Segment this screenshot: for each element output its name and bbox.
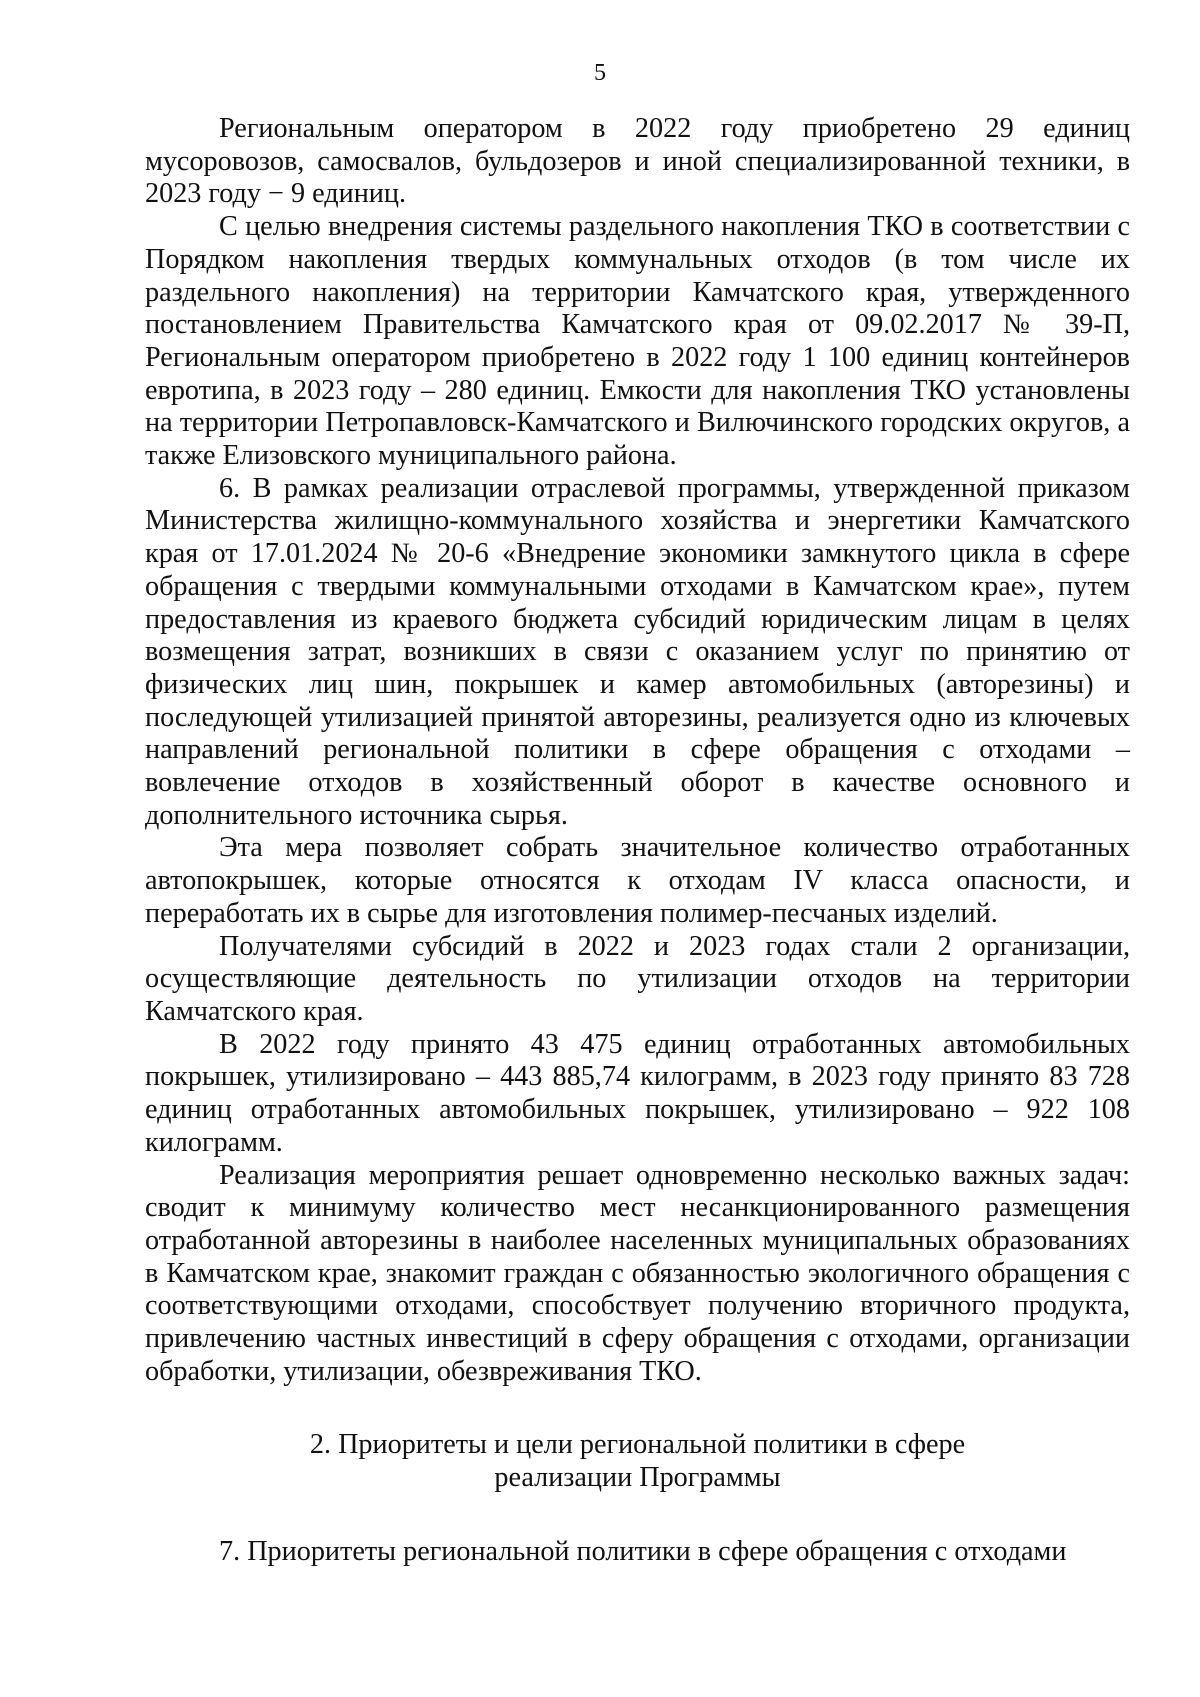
paragraph-sectoral-program: 6. В рамках реализации отраслевой программы, утвержденной приказом Министерства жилищно-коммунального хозяйства и энергетики Камчатского края от 17.01.2024 № 20-6 «Внедрение экономики замкнутого цикла в сфере обращения с твердыми коммунальными отходами в Камчатском крае», путем предоставления из краевого бюджета субсидий юридическим лицам в целях возмещения затрат, возникших в связи с оказанием услуг по принятию от физических лиц шин, покрышек и камер автомобильных (авторезины) и последующей утилизацией принятой авторезины, реализуется одно из ключевых направлений региональной политики в сфере обращения с отходами – вовлечение отходов в хозяйственный оборот в качестве основного и дополнительного источника сырья. — [145, 472, 1130, 831]
paragraph-tire-collection-measure: Эта мера позволяет собрать значительное количество отработанных автопокрышек, которые относятся к отходам IV класса опасности, и переработать их в сырье для изготовления полимер-песчаных изделий. — [145, 832, 1130, 929]
section-heading-line-2: реализации Программы — [494, 1462, 781, 1494]
paragraph-priorities: 7. Приоритеты региональной политики в сфере обращения с отходами — [219, 1535, 1067, 1567]
paragraph-tire-statistics: В 2022 году принято 43 475 единиц отработанных автомобильных покрышек, утилизировано – 443 885,74 килограмм, в 2023 году принято 83 728 единиц отработанных автомобильных покрышек, утилизировано – 922 108 килограмм. — [145, 1028, 1130, 1158]
paragraph-subsidy-recipients: Получателями субсидий в 2022 и 2023 годах стали 2 организации, осуществляющие деятельность по утилизации отходов на территории Камчатского края. — [145, 930, 1130, 1027]
paragraph-equipment-purchase: Региональным оператором в 2022 году приобретено 29 единиц мусоровозов, самосвалов, бульдозеров и иной специализированной техники, в 2023 году − 9 единиц. — [145, 113, 1130, 210]
section-heading-line-1: 2. Приоритеты и цели региональной политики в сфере — [309, 1429, 966, 1461]
paragraph-measure-benefits: Реализация мероприятия решает одновременно несколько важных задач: сводит к минимуму количество мест несанкционированного размещения отработанной авторезины в наиболее населенных муниципальных образованиях в Камчатском крае, знакомит граждан с обязанностью экологичного обращения с соответствующими отходами, способствует получению вторичного продукта, привлечению частных инвестиций в сферу обращения с отходами, организации обработки, утилизации, обезвреживания ТКО. — [145, 1159, 1130, 1387]
paragraph-separate-collection: С целью внедрения системы раздельного накопления ТКО в соответствии с Порядком накопления твердых коммунальных отходов (в том числе их раздельного накопления) на территории Камчатского края, утвержденного постановлением Правительства Камчатского края от 09.02.2017 № 39-П, Региональным оператором приобретено в 2022 году 1 100 единиц контейнеров евротипа, в 2023 году – 280 единиц. Емкости для накопления ТКО установлены на территории Петропавловск-Камчатского и Вилючинского городских округов, а также Елизовского муниципального района. — [145, 211, 1130, 472]
document-body — [145, 113, 1130, 1569]
page-number: 5 — [594, 60, 606, 86]
section-heading — [145, 1429, 1130, 1494]
